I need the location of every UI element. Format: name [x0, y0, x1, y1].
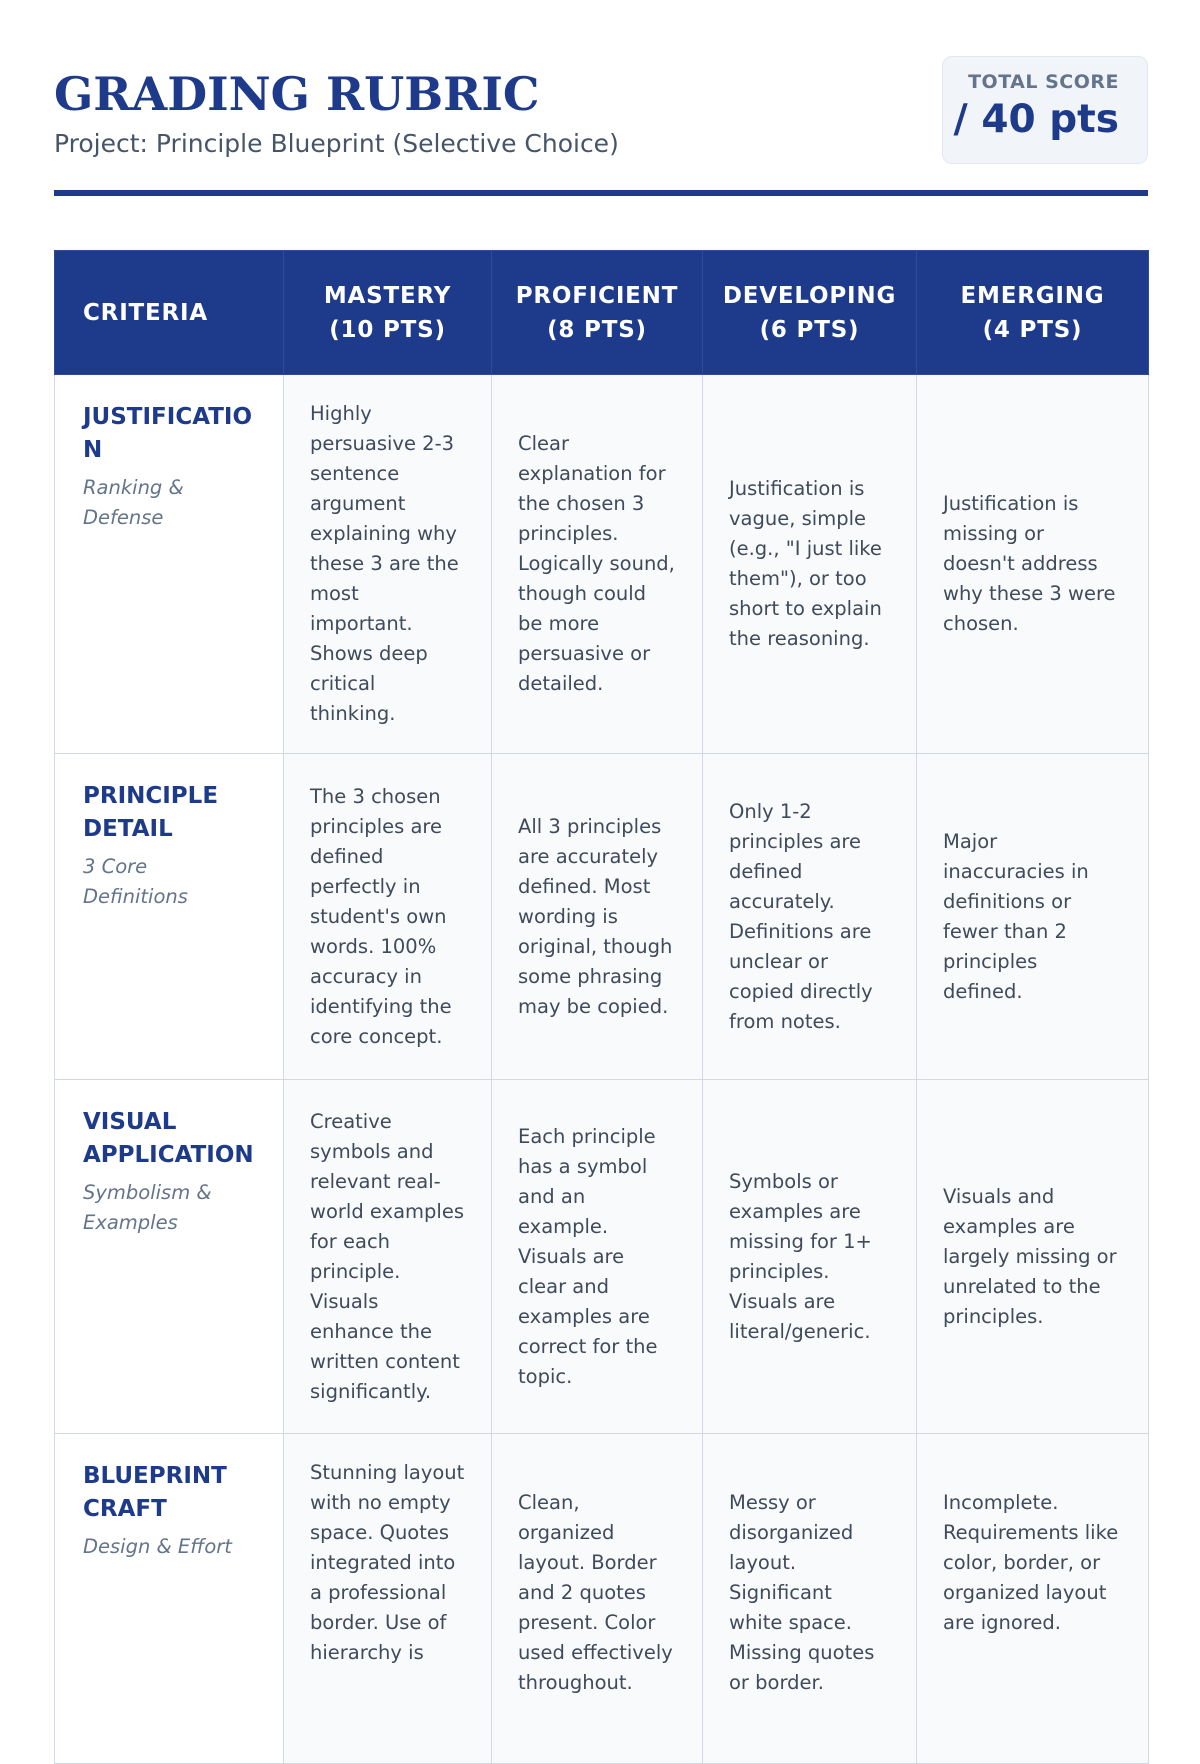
level-points: (6 PTS): [759, 316, 860, 343]
criteria-column-header: CRITERIA: [55, 251, 284, 375]
level-header-emerging: [917, 251, 1149, 375]
total-score-box: [942, 56, 1148, 164]
rubric-table: [54, 250, 1149, 1764]
level-points: (4 PTS): [982, 316, 1083, 343]
header-divider: [54, 190, 1148, 196]
table-row: [55, 375, 1149, 754]
criteria-subtitle: Design & Effort: [83, 1535, 232, 1558]
table-row: [55, 754, 1149, 1080]
level-name: DEVELOPING: [722, 282, 897, 309]
criteria-title: VISUAL APPLICATION: [83, 1109, 254, 1168]
criteria-subtitle: 3 Core Definitions: [83, 855, 188, 908]
level-points: (10 PTS): [329, 316, 446, 343]
level-header-developing: [703, 251, 917, 375]
developing-descriptor: Only 1-2 principles are defined accurately. Definitions are unclear or copied directly from notes.: [703, 754, 917, 1080]
level-points: (8 PTS): [547, 316, 647, 343]
table-row: [55, 1080, 1149, 1434]
project-subtitle: Project: Principle Blueprint (Selective Choice): [54, 129, 619, 158]
emerging-descriptor: Major inaccuracies in definitions or fewer than 2 principles defined.: [917, 754, 1149, 1080]
criteria-cell: [55, 1080, 284, 1434]
total-score-value: / 40 pts: [953, 97, 1119, 142]
developing-descriptor: Justification is vague, simple (e.g., "I just like them"), or too short to explain the reasoning.: [703, 375, 917, 754]
mastery-descriptor: Creative symbols and relevant real-world examples for each principle. Visuals enhance the written content significantly.: [284, 1080, 492, 1434]
proficient-descriptor: Clear explanation for the chosen 3 principles. Logically sound, though could be more persuasive or detailed.: [492, 375, 703, 754]
criteria-title: BLUEPRINT CRAFT: [83, 1463, 227, 1522]
page-header: [54, 56, 1148, 196]
level-header-mastery: [284, 251, 492, 375]
criteria-cell: [55, 754, 284, 1080]
level-name: EMERGING: [960, 282, 1105, 309]
rubric-header-row: [55, 251, 1149, 375]
level-name: PROFICIENT: [515, 282, 679, 309]
criteria-cell: [55, 375, 284, 754]
total-score-label: TOTAL SCORE: [968, 71, 1119, 93]
mastery-descriptor: The 3 chosen principles are defined perfectly in student's own words. 100% accuracy in identifying the core concept.: [284, 754, 492, 1080]
page-title: GRADING RUBRIC: [54, 67, 540, 121]
criteria-subtitle: Ranking & Defense: [83, 476, 184, 529]
emerging-descriptor: Justification is missing or doesn't address why these 3 were chosen.: [917, 375, 1149, 754]
mastery-descriptor: Highly persuasive 2-3 sentence argument explaining why these 3 are the most important. Shows deep critical thinking.: [284, 375, 492, 754]
criteria-cell: [55, 1434, 284, 1764]
level-name: MASTERY: [323, 282, 452, 309]
emerging-descriptor: Incomplete. Requirements like color, border, or organized layout are ignored.: [917, 1434, 1149, 1764]
table-row: [55, 1434, 1149, 1764]
proficient-descriptor: Clean, organized layout. Border and 2 quotes present. Color used effectively throughout.: [492, 1434, 703, 1764]
criteria-title: JUSTIFICATION: [83, 404, 253, 463]
level-header-proficient: [492, 251, 703, 375]
emerging-descriptor: Visuals and examples are largely missing or unrelated to the principles.: [917, 1080, 1149, 1434]
criteria-subtitle: Symbolism & Examples: [83, 1181, 212, 1234]
criteria-title: PRINCIPLE DETAIL: [83, 783, 219, 842]
proficient-descriptor: Each principle has a symbol and an example. Visuals are clear and examples are correct for the topic.: [492, 1080, 703, 1434]
developing-descriptor: Messy or disorganized layout. Significant white space. Missing quotes or border.: [703, 1434, 917, 1764]
proficient-descriptor: All 3 principles are accurately defined. Most wording is original, though some phrasing may be copied.: [492, 754, 703, 1080]
developing-descriptor: Symbols or examples are missing for 1+ principles. Visuals are literal/generic.: [703, 1080, 917, 1434]
mastery-descriptor: Stunning layout with no empty space. Quotes integrated into a professional border. Use of hierarchy is: [284, 1434, 492, 1764]
